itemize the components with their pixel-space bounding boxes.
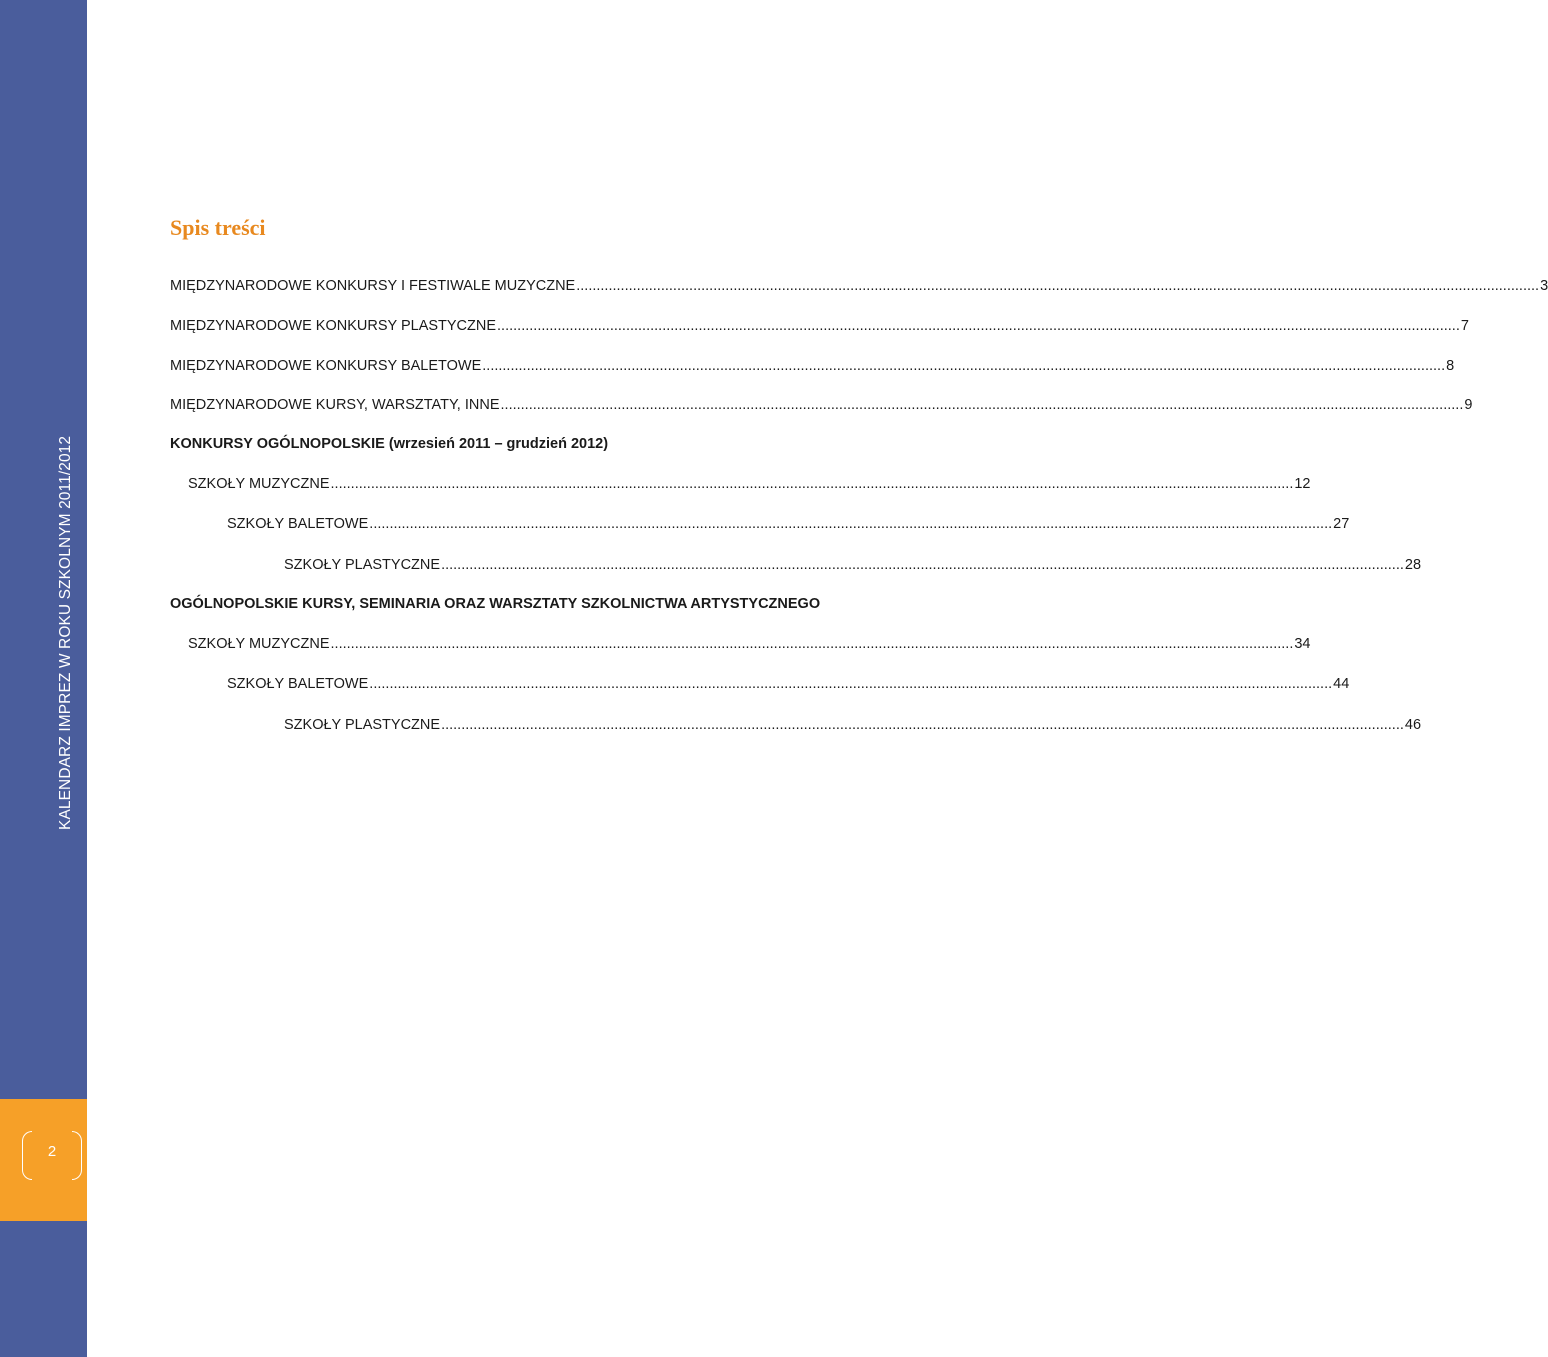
toc-entry-label: SZKOŁY PLASTYCZNE — [284, 717, 441, 733]
toc-entry-page: 46 — [1404, 717, 1422, 733]
toc-entry[interactable] — [170, 394, 1473, 416]
toc-leader: ............................................................................................................................................................................................................................................... — [482, 358, 1446, 374]
toc-entry[interactable] — [170, 355, 1455, 377]
toc-section-heading[interactable]: KONKURSY OGÓLNOPOLSKIE (wrzesień 2011 – grudzień 2012) — [170, 436, 609, 452]
toc-entry-label: MIĘDZYNARODOWE KONKURSY BALETOWE — [170, 358, 482, 374]
toc-entry-page: 27 — [1333, 516, 1350, 532]
toc-leader: ............................................................................................................................................................................................................................................... — [330, 636, 1294, 652]
toc-entry-page: 44 — [1333, 676, 1350, 692]
toc-entry[interactable] — [170, 275, 1548, 297]
toc-leader: ............................................................................................................................................................................................................................................... — [441, 557, 1404, 573]
toc-entry[interactable] — [188, 633, 1311, 655]
page-number-box — [0, 1099, 87, 1221]
toc-entry-label: MIĘDZYNARODOWE KURSY, WARSZTATY, INNE — [170, 397, 500, 413]
toc-entry[interactable] — [170, 315, 1469, 337]
toc-entry-label: MIĘDZYNARODOWE KONKURSY I FESTIWALE MUZYCZNE — [170, 278, 576, 294]
page-number: 2 — [47, 1143, 57, 1160]
toc-entry-label: SZKOŁY PLASTYCZNE — [284, 557, 441, 573]
toc-leader: ............................................................................................................................................................................................................................................... — [330, 476, 1294, 492]
toc-leader: ............................................................................................................................................................................................................................................... — [500, 397, 1464, 413]
toc-entry-label: SZKOŁY BALETOWE — [227, 516, 369, 532]
toc-entry-page: 7 — [1460, 318, 1469, 334]
sidebar-vertical-title: KALENDARZ IMPREZ W ROKU SZKOLNYM 2011/2012 — [57, 435, 74, 830]
toc-section-heading[interactable]: OGÓLNOPOLSKIE KURSY, SEMINARIA ORAZ WARSZTATY SZKOLNICTWA ARTYSTYCZNEGO — [170, 596, 821, 612]
toc-entry[interactable] — [227, 673, 1350, 695]
toc-leader: ............................................................................................................................................................................................................................................... — [369, 676, 1333, 692]
toc-entry-page: 12 — [1294, 476, 1311, 492]
toc-entry-label: SZKOŁY MUZYCZNE — [188, 476, 330, 492]
toc-leader: ............................................................................................................................................................................................................................................... — [441, 717, 1404, 733]
toc-leader: ............................................................................................................................................................................................................................................... — [576, 278, 1540, 294]
toc-entry-label: MIĘDZYNARODOWE KONKURSY PLASTYCZNE — [170, 318, 497, 334]
toc-entry-page: 9 — [1464, 397, 1473, 413]
toc-entry[interactable] — [188, 473, 1311, 495]
toc-entry-label: SZKOŁY MUZYCZNE — [188, 636, 330, 652]
toc-entry-label: SZKOŁY BALETOWE — [227, 676, 369, 692]
toc-entry[interactable] — [284, 554, 1422, 576]
toc-entry-page: 28 — [1404, 557, 1422, 573]
toc-entry-page: 3 — [1540, 278, 1548, 294]
toc-entry-page: 8 — [1446, 358, 1455, 374]
right-bracket-icon — [72, 1131, 82, 1180]
toc-leader: ............................................................................................................................................................................................................................................... — [369, 516, 1333, 532]
toc-entry[interactable] — [227, 513, 1350, 535]
toc-leader: ............................................................................................................................................................................................................................................... — [497, 318, 1460, 334]
toc-title: Spis treści — [170, 215, 266, 240]
toc-entry[interactable] — [284, 714, 1422, 736]
toc-entry-page: 34 — [1294, 636, 1311, 652]
